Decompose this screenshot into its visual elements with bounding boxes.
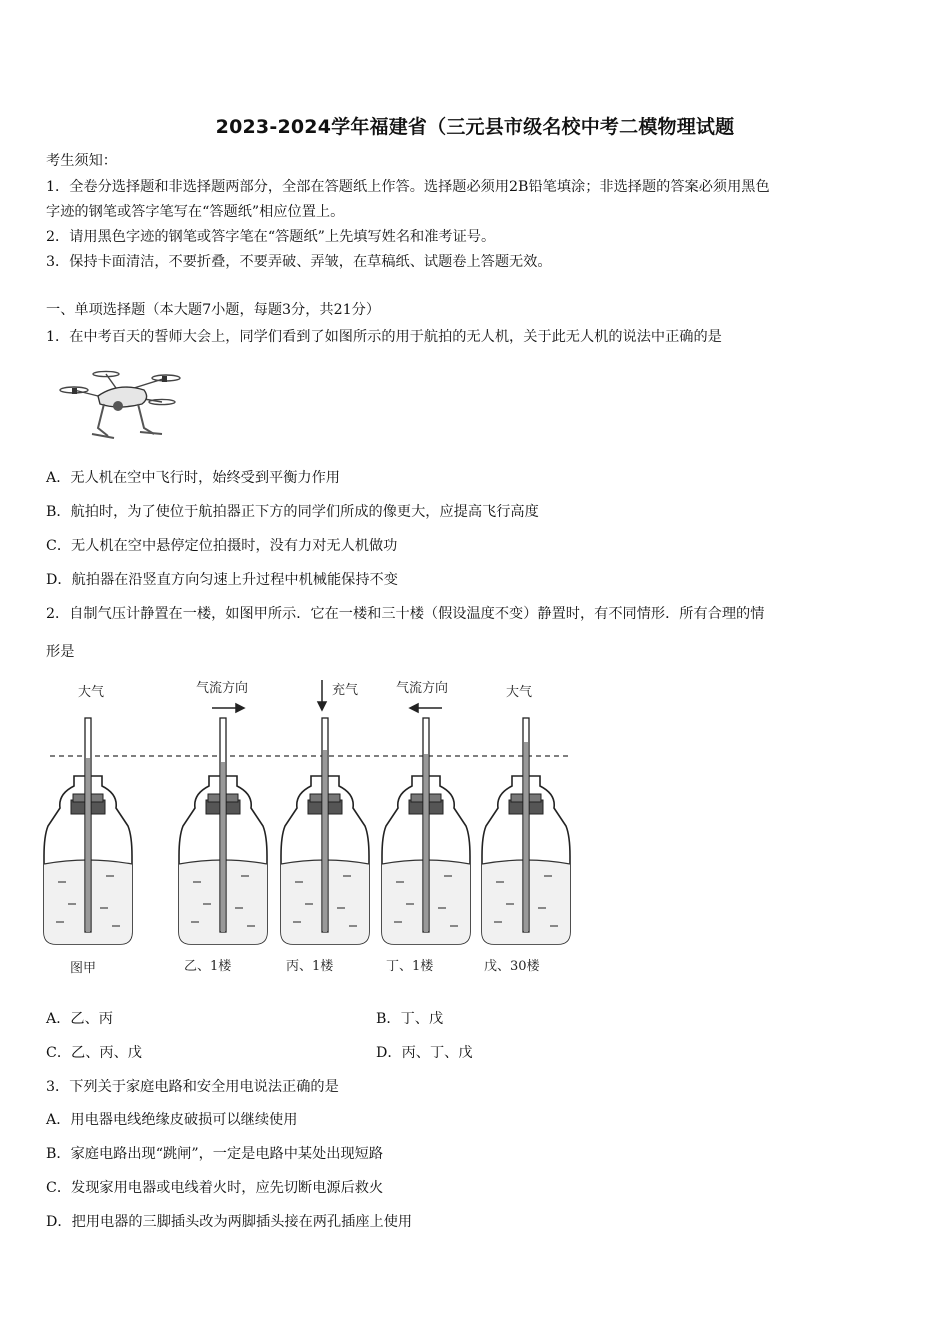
question-2-option-a: A．乙、丙 [46,1011,113,1027]
question-2-option-b: B．丁、戊 [376,1011,444,1027]
bottle-yi [179,718,267,944]
label-atmosphere: 大气 [506,685,533,700]
drone-image [58,362,186,444]
question-2-option-c: C．乙、丙、戊 [46,1045,142,1061]
notice-item: 3．保持卡面清洁，不要折叠，不要弄破、弄皱，在草稿纸、试题卷上答题无效。 [46,254,552,270]
question-3-option-b: B．家庭电路出现“跳闸”，一定是电路中某处出现短路 [46,1146,384,1162]
label-airflow: 气流方向 [196,681,249,696]
caption-wu: 戊、30楼 [484,959,540,974]
caption-ding: 丁、1楼 [386,959,434,974]
bottle-ding [382,718,470,944]
question-3-option-a: A．用电器电线绝缘皮破损可以继续使用 [46,1112,298,1128]
caption-bing: 丙、1楼 [286,959,334,974]
label-airflow: 气流方向 [396,681,449,696]
notice-item: 1．全卷分选择题和非选择题两部分，全部在答题纸上作答。选择题必须用2B铅笔填涂；非选择题的答案必须用黑色 [46,179,770,195]
label-inflate: 充气 [332,683,359,698]
question-1-option-a: A．无人机在空中飞行时，始终受到平衡力作用 [46,470,340,486]
question-3-option-c: C．发现家用电器或电线着火时，应先切断电源后救火 [46,1180,384,1196]
notice-heading: 考生须知： [46,153,117,169]
question-2-option-d: D．丙、丁、戊 [376,1045,473,1061]
question-2-stem-cont: 形是 [46,644,75,660]
bottle-bing [281,718,369,944]
bottle-jia [44,718,132,944]
notice-item: 字迹的钢笔或答字笔写在“答题纸”相应位置上。 [46,204,345,220]
question-1-stem: 1．在中考百天的誓师大会上，同学们看到了如图所示的用于航拍的无人机，关于此无人机的说法中正确的是 [46,329,722,345]
caption-yi: 乙、1楼 [184,959,232,974]
question-2-stem: 2．自制气压计静置在一楼，如图甲所示．它在一楼和三十楼（假设温度不变）静置时，有不同情形．所有合理的情 [46,606,765,622]
question-1-option-c: C．无人机在空中悬停定位拍摄时，没有力对无人机做功 [46,538,398,554]
bottle-wu [482,718,570,944]
page-title: 2023-2024学年福建省（三元县市级名校中考二模物理试题 [215,116,735,138]
question-3-stem: 3．下列关于家庭电路和安全用电说法正确的是 [46,1079,339,1095]
section-heading: 一、单项选择题（本大题7小题，每题3分，共21分） [46,302,381,318]
caption-jia: 图甲 [70,961,97,976]
question-3-option-d: D．把用电器的三脚插头改为两脚插头接在两孔插座上使用 [46,1214,413,1230]
label-atmosphere: 大气 [78,685,105,700]
notice-item: 2．请用黑色字迹的钢笔或答字笔在“答题纸”上先填写姓名和准考证号。 [46,229,496,245]
question-1-option-d: D．航拍器在沿竖直方向匀速上升过程中机械能保持不变 [46,572,398,588]
question-1-option-b: B．航拍时，为了使位于航拍器正下方的同学们所成的像更大，应提高飞行高度 [46,504,539,520]
barometer-figure [40,676,580,986]
